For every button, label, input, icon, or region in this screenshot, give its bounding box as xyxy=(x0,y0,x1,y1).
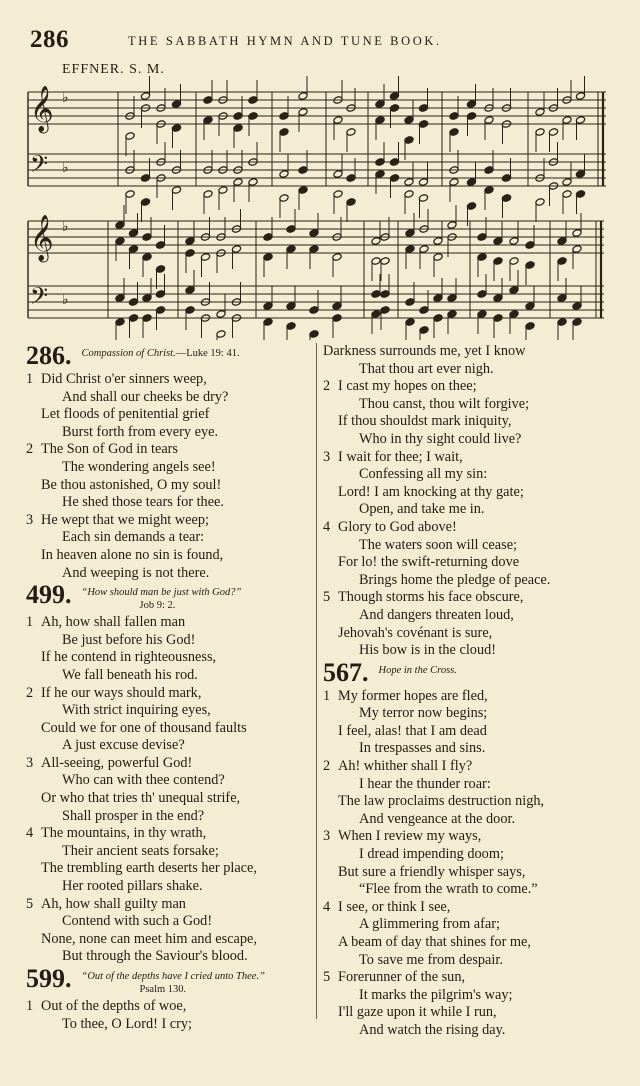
verse-line: Their ancient seats forsake; xyxy=(62,842,219,859)
hymn-title-text: Hope in the Cross. xyxy=(378,664,457,676)
verse-number: 2 xyxy=(323,378,331,395)
verse-line: But through the Saviour's blood. xyxy=(62,948,248,965)
verse-line: Burst forth from every eye. xyxy=(62,423,219,440)
treble-clef: 𝄞 xyxy=(30,86,54,132)
verse-line xyxy=(26,825,311,843)
hymn-heading xyxy=(26,966,311,996)
flat-sign: ♭ xyxy=(62,90,69,106)
verse-line: Contend with such a God! xyxy=(62,913,213,930)
flat-sign: ♭ xyxy=(62,292,69,308)
verse-text: Glory to God above! xyxy=(338,518,457,535)
verse-line xyxy=(323,969,623,987)
verse-line: Each sin demands a tear: xyxy=(62,529,205,546)
verse-number: 2 xyxy=(323,758,331,775)
verse-line: With strict inquiring eyes, xyxy=(62,702,211,719)
page-number: 286 xyxy=(30,26,69,53)
verse-number: 1 xyxy=(26,998,34,1014)
stanza xyxy=(26,896,311,966)
stanza xyxy=(323,378,623,448)
verse-line xyxy=(323,589,623,607)
verse-line: A glimmering from afar; xyxy=(359,916,500,933)
hymn-number: 567. xyxy=(323,657,369,687)
verse-line: To thee, O Lord! I cry; xyxy=(62,1015,193,1032)
verse-line: Open, and take me in. xyxy=(359,501,485,518)
verse-line xyxy=(323,758,623,776)
stanza xyxy=(323,589,623,659)
verse-line xyxy=(26,896,311,914)
verse-line: We fall beneath his rod. xyxy=(62,666,198,683)
verse-line: The trembling earth deserts her place, xyxy=(41,860,257,877)
stanza xyxy=(26,998,311,1033)
verse-text: Ah, how shall fallen man xyxy=(41,614,186,631)
verse-line: In trespasses and sins. xyxy=(359,740,486,757)
verse-line: But sure a friendly whisper says, xyxy=(338,863,526,880)
stanza xyxy=(323,758,623,828)
verse-line: Confessing all my sin: xyxy=(359,466,488,483)
hymn-title-text: Compassion of Christ. xyxy=(81,348,176,359)
verse-line: Lord! I am knocking at thy gate; xyxy=(338,483,524,500)
verse-number: 2 xyxy=(26,684,34,701)
scripture-ref: —Luke 19: 41. xyxy=(175,348,240,359)
verse-line: Who in thy sight could live? xyxy=(359,430,522,447)
verse-number: 5 xyxy=(323,589,331,606)
verse-number: 4 xyxy=(323,898,331,915)
verse-number: 3 xyxy=(26,754,34,771)
verse-line: To save me from despair. xyxy=(359,951,503,968)
verse-line: Thou canst, thou wilt forgive; xyxy=(359,395,530,412)
verse-line xyxy=(323,378,623,396)
scripture-ref: Psalm 130. xyxy=(139,984,187,995)
verse-line: Jehovah's covénant is sure, xyxy=(338,624,493,641)
tune-name: EFFNER. S. M. xyxy=(62,62,165,77)
hymn-heading xyxy=(26,343,311,369)
stanza xyxy=(26,614,311,684)
verse-line: In heaven alone no sin is found, xyxy=(41,546,224,563)
verse-line xyxy=(323,449,623,467)
hymn-title xyxy=(82,966,265,996)
verse-line: And watch the rising day. xyxy=(359,1021,506,1038)
bass-clef: 𝄢 xyxy=(30,150,49,183)
verse-text: Out of the depths of woe, xyxy=(41,998,187,1014)
stanza xyxy=(323,899,623,969)
verse-text: The Son of God in tears xyxy=(41,441,178,458)
stanza xyxy=(323,449,623,519)
verse-line: And shall our cheeks be dry? xyxy=(62,388,229,405)
stanza xyxy=(323,688,623,758)
stanza xyxy=(26,512,311,582)
verse-line: A beam of day that shines for me, xyxy=(338,934,531,950)
verse-line: I dread impending doom; xyxy=(359,846,504,863)
verse-line: A just excuse devise? xyxy=(62,737,185,754)
verse-text: All-seeing, powerful God! xyxy=(41,754,193,771)
verse-line xyxy=(26,755,311,773)
verse-line: The wondering angels see! xyxy=(62,458,216,475)
verse-line: And vengeance at the door. xyxy=(359,810,516,827)
stanza xyxy=(26,685,311,755)
verse-line: His bow is in the cloud! xyxy=(359,642,497,659)
music-score xyxy=(0,0,640,340)
verse-number: 3 xyxy=(323,448,331,465)
stanza xyxy=(26,371,311,441)
hymn-heading xyxy=(26,582,311,612)
verse-number: 1 xyxy=(26,371,34,387)
verse-text: If he our ways should mark, xyxy=(41,684,202,701)
hymn-title xyxy=(379,660,457,677)
verse-line: He shed those tears for thee. xyxy=(62,494,224,511)
hymn-number: 599. xyxy=(26,964,72,993)
verse-number: 3 xyxy=(323,828,331,845)
verse-line: The law proclaims destruction nigh, xyxy=(338,793,545,810)
verse-line xyxy=(323,519,623,537)
hymn-number: 499. xyxy=(26,580,72,610)
left-column xyxy=(26,343,311,1033)
verse-line: Could we for one of thousand faults xyxy=(41,719,247,736)
verse-line: Brings home the pledge of peace. xyxy=(359,571,551,588)
flat-sign: ♭ xyxy=(62,160,69,176)
verse-text: He wept that we might weep; xyxy=(41,511,209,528)
verse-number: 1 xyxy=(26,614,34,631)
verse-number: 1 xyxy=(323,687,331,704)
verse-line: Who can with thee contend? xyxy=(62,772,225,789)
verse-line: I'll gaze upon it while I run, xyxy=(338,1004,497,1021)
verse-line: Her rooted pillars shake. xyxy=(62,878,203,895)
verse-line: If he contend in righteousness, xyxy=(41,649,217,666)
verse-line: Shall prosper in the end? xyxy=(62,807,205,824)
verse-line xyxy=(26,441,311,459)
verse-line xyxy=(26,614,311,632)
hymn-title-text: “Out of the depths have I cried unto Thee.” xyxy=(81,971,265,982)
verse-number: 5 xyxy=(323,969,331,986)
verse-line: My terror now begins; xyxy=(359,705,488,722)
verse-line xyxy=(26,371,311,389)
column-divider xyxy=(316,343,317,1019)
verse-line xyxy=(323,899,623,917)
verse-text: I see, or think I see, xyxy=(338,898,451,915)
right-column xyxy=(323,343,623,1040)
verse-line: Let floods of penitential grief xyxy=(41,406,210,423)
hymn-title-text: “How should man be just with God?” xyxy=(81,587,242,599)
verse-text: Though storms his face obscure, xyxy=(338,589,524,606)
verse-line: The waters soon will cease; xyxy=(359,536,518,553)
verse-line: “Flee from the wrath to come.” xyxy=(359,881,538,898)
verse-line xyxy=(323,688,623,706)
verse-text: Forerunner of the sun, xyxy=(338,969,466,986)
verse-line xyxy=(323,828,623,846)
verse-text: Did Christ o'er sinners weep, xyxy=(41,371,207,387)
verse-line: Be just before his God! xyxy=(62,631,196,648)
hymn-title xyxy=(82,582,242,612)
verse-line: And weeping is not there. xyxy=(62,564,210,581)
verse-text: When I review my ways, xyxy=(338,828,482,845)
verse-line: None, none can meet him and escape, xyxy=(41,930,257,947)
stanza xyxy=(26,755,311,825)
verse-line xyxy=(26,998,311,1016)
stanza xyxy=(323,969,623,1039)
verse-line: I hear the thunder roar: xyxy=(359,775,491,792)
verse-line: Or who that tries th' unequal strife, xyxy=(41,790,241,807)
verse-number: 2 xyxy=(26,441,34,458)
bass-clef: 𝄢 xyxy=(30,282,49,315)
verse-number: 5 xyxy=(26,895,34,912)
verse-text: I cast my hopes on thee; xyxy=(338,378,477,395)
verse-line: Darkness surrounds me, yet I know xyxy=(323,343,526,359)
verse-line: If thou shouldst mark iniquity, xyxy=(338,413,512,430)
verse-text: I wait for thee; I wait, xyxy=(338,448,463,465)
verse-text: My former hopes are fled, xyxy=(338,687,488,704)
verse-line: That thou art ever nigh. xyxy=(359,360,494,377)
scripture-ref: Job 9: 2. xyxy=(139,600,176,612)
verse-text: The mountains, in thy wrath, xyxy=(41,825,207,842)
verse-number: 3 xyxy=(26,511,34,528)
verse-text: Ah, how shall guilty man xyxy=(41,895,186,912)
hymn-title xyxy=(82,343,240,360)
verse-text: Ah! whither shall I fly? xyxy=(338,758,473,775)
verse-number: 4 xyxy=(323,518,331,535)
running-title: THE SABBATH HYMN AND TUNE BOOK. xyxy=(128,34,442,48)
verse-line xyxy=(26,685,311,703)
flat-sign: ♭ xyxy=(62,219,69,235)
verse-number: 4 xyxy=(26,825,34,842)
verse-line: I feel, alas! that I am dead xyxy=(338,722,487,739)
stanza xyxy=(26,441,311,511)
verse-line xyxy=(26,512,311,530)
verse-line: It marks the pilgrim's way; xyxy=(359,986,513,1003)
stanza xyxy=(26,825,311,895)
treble-clef: 𝄞 xyxy=(30,215,54,261)
verse-line: Be thou astonished, O my soul! xyxy=(41,476,222,493)
stanza xyxy=(323,519,623,589)
verse-line: For lo! the swift-returning dove xyxy=(338,554,520,571)
hymn-number: 286. xyxy=(26,341,72,370)
verse-line: And dangers threaten loud, xyxy=(359,606,514,623)
stanza xyxy=(323,828,623,898)
hymn-heading xyxy=(323,657,623,687)
